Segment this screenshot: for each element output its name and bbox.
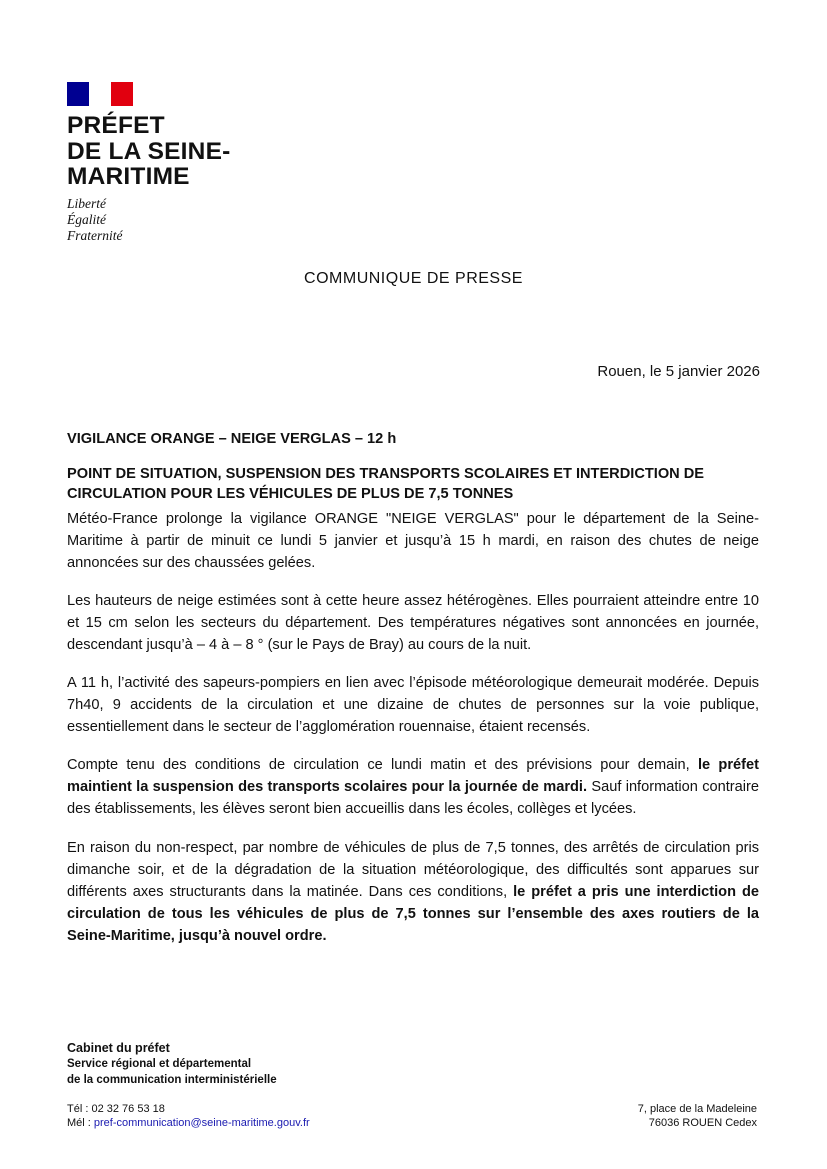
- bold-text: le préfet maintient la suspension des transports scolaires pour la journée de mardi.: [67, 757, 759, 795]
- email-link[interactable]: pref-communication@seine-maritime.gouv.fr: [93, 1117, 310, 1129]
- paragraph-3: A 11 h, l’activité des sapeurs-pompiers en lien avec l’épisode météorologique demeurait modérée. Depuis 7h40, 9 accidents de la circulation et une dizaine de chutes de personnes sur la voie publique, essentiellement dans le secteur de l’agglomération rouennaise, étaient recensés.: [67, 675, 759, 735]
- paragraph-2: Les hauteurs de neige estimées sont à cette heure assez hétérogènes. Elles pourraient atteindre entre 10 et 15 cm selon les secteurs du département. Des températures négatives sont annoncées en journée, descendant jusqu’à – 4 à – 8 ° (sur le Pays de Bray) au cours de la nuit.: [67, 593, 759, 653]
- heading-situation: POINT DE SITUATION, SUSPENSION DES TRANSPORTS SCOLAIRES ET INTERDICTION DE CIRCULATION POUR LES VÉHICULES DE PLUS DE 7,5 TONNES: [67, 466, 705, 502]
- logo-line: PRÉFET: [67, 112, 165, 139]
- footer-service-line: de la communication interministérielle: [67, 1074, 277, 1086]
- motto-line: Liberté: [67, 196, 106, 211]
- footer-service: [67, 1040, 277, 1088]
- marianne-flag-logo: [67, 82, 133, 106]
- motto-line: Fraternité: [67, 228, 123, 243]
- text: En raison du non-respect, par nombre de véhicules de plus de 7,5 tonnes, des arrêtés de circulation pris dimanche soir, et de la dégradation de la situation météorologique, des difficultés sont apparues sur différents axes structurants dans la matinée. Dans ces conditions,: [67, 840, 759, 900]
- date-line: Rouen, le 5 janvier 2026: [597, 363, 760, 380]
- footer-contact: [67, 1102, 310, 1130]
- paragraph-1: Météo-France prolonge la vigilance ORANGE "NEIGE VERGLAS" pour le département de la Seine-Maritime à partir de minuit ce lundi 5 janvier et jusqu’à 15 h mardi, en raison des chutes de neige annoncées sur des chaussées gelées.: [67, 511, 759, 571]
- footer-service-line: Service régional et départemental: [67, 1058, 252, 1070]
- footer-mail-label: Mél :: [67, 1117, 94, 1129]
- motto-line: Égalité: [67, 212, 106, 227]
- heading-vigilance: VIGILANCE ORANGE – NEIGE VERGLAS – 12 h: [67, 431, 397, 447]
- footer-address: [638, 1102, 757, 1130]
- footer-org: Cabinet du préfet: [67, 1041, 170, 1055]
- text: Compte tenu des conditions de circulation ce lundi matin et des prévisions pour demain,: [67, 757, 698, 773]
- logo-line: MARITIME: [67, 163, 190, 190]
- motto: [67, 196, 123, 244]
- bold-text: le préfet a pris une interdiction de circulation de tous les véhicules de plus de 7,5 tonnes sur l’ensemble des axes routiers de la Seine-Maritime, jusqu’à nouvel ordre.: [67, 884, 759, 944]
- text: Sauf information contraire des établissements, les élèves seront bien accueillis dans les écoles, collèges et lycées.: [67, 779, 759, 817]
- document-title: COMMUNIQUE DE PRESSE: [304, 270, 523, 287]
- footer-phone: Tél : 02 32 76 53 18: [67, 1103, 165, 1115]
- address-line: 76036 ROUEN Cedex: [648, 1117, 757, 1129]
- paragraph-5: [67, 837, 759, 947]
- prefecture-logo-text: [67, 113, 230, 190]
- address-line: 7, place de la Madeleine: [637, 1103, 757, 1115]
- logo-line: DE LA SEINE-: [67, 137, 231, 165]
- paragraph-4: [67, 754, 759, 820]
